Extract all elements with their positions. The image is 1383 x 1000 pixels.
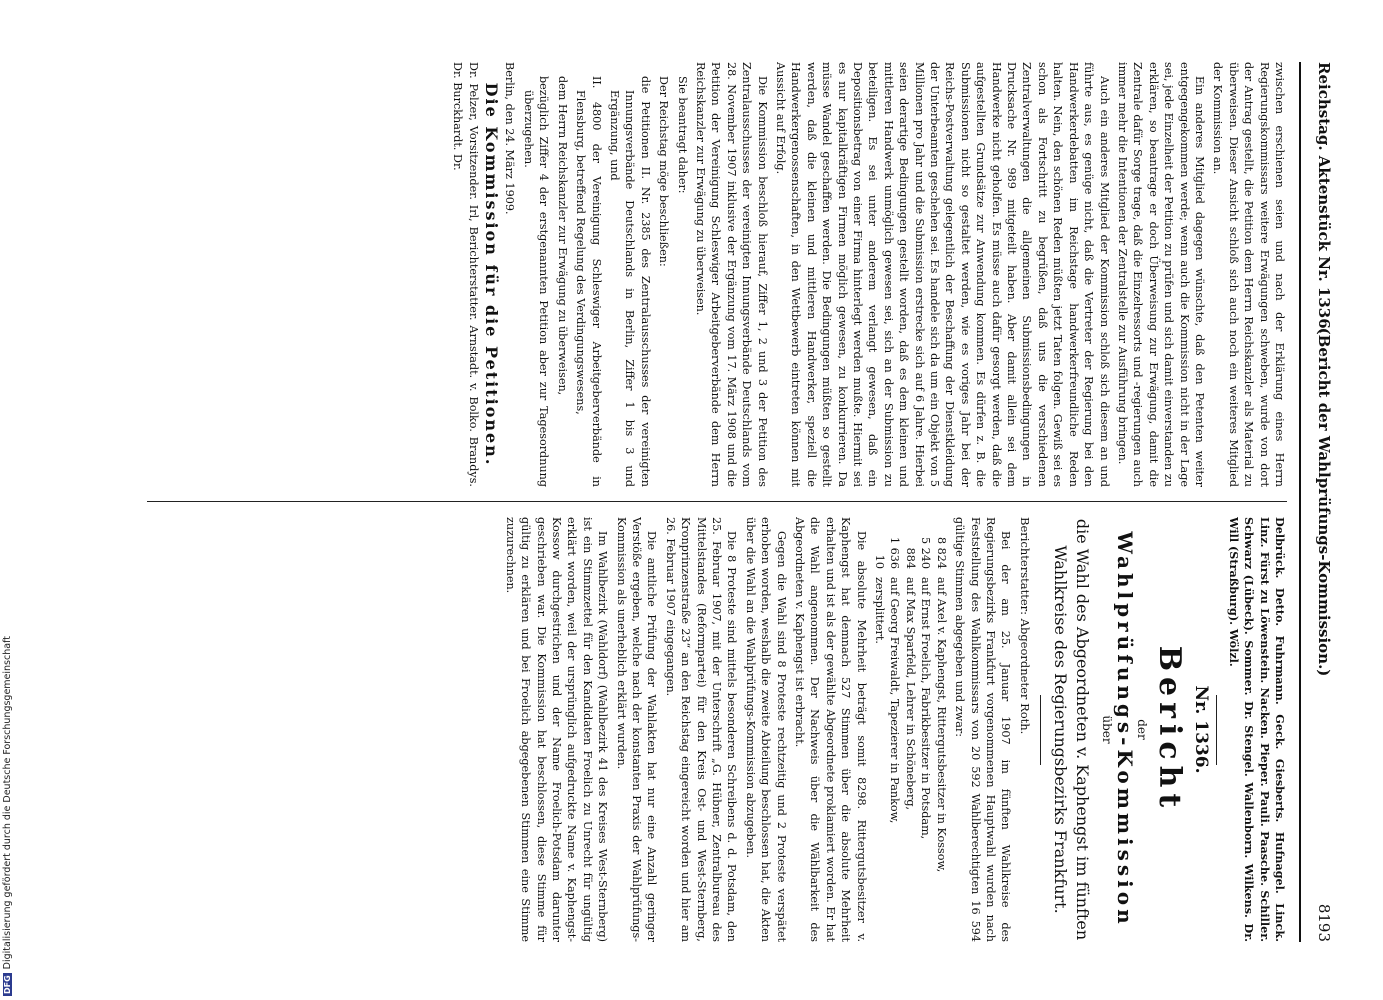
commission-title: Wahlprüfungs-Kommission [1112,531,1137,928]
paragraph: Die 8 Proteste sind mittels besonderen Schreibens d. d. Potsdam, den 25. Februar 1907, mit der Unterschrift „G. Hübner, Zentralbureau des Mittelstandes (Reformpartei) für den Kreis Ost- und West-Sternberg, Kronprinzenstraße 23“ an den Reichstag eingereicht worden und hier am 26. Februar 1907 eingegangen. [663,517,739,942]
vote-row [918,517,933,942]
date-line: Berlin, den 24. März 1909. [503,62,517,215]
paragraph: Gegen die Wahl sind 8 Proteste rechtzeitig und 2 Proteste verspätet erhoben worden, weshalb die zweite Abteilung beschlossen hat, die Akten über die Wahl an die Wahlprüfungs-Kommission abzugeben. [743,517,788,942]
vote-candidate: auf Max Sparfeld, Lehrer in Schöneberg, [903,577,917,811]
title-ueber: über [1100,715,1115,744]
paragraph: Die absolute Mehrheit beträgt somit 8298. Rittergutsbesitzer v. Kaphengst hat demnach 527 Stimmen über die absolute Mehrheit erhalten und ist als der gewählte Abgeordnete proklamiert worden. Er hat die Wahl angenommen. Der Nachweis über die Wählbarkeit des Abgeordneten v. Kaphengst ist erbracht. [793,517,868,942]
vote-count: 5 240 [919,536,933,569]
document-sheet [103,62,1343,942]
motion-item: II. 4800 der Vereinigung Schleswiger Arbeitgeberverbände in Flensburg, betreffend Regelung des Verdingungswesens, [574,76,603,487]
right-column [107,517,1287,942]
vote-count: 1 636 [888,536,902,569]
divider [1040,695,1041,765]
vote-list [872,517,949,942]
vote-count: 884 [903,547,917,569]
paragraph: Im Wahlbezirk (Wahldorf) (Wahlbezirk 41 des Kreises West-Sternberg) ist ein Stimmzettel für den Kandidaten Froelich zu Unrecht für ungültig erklärt worden, weil der ursprünglich aufgedruckte Name v. Kaphengst-Kossow durchgestrichen und der Name Froelich-Potsdam darunter geschrieben war. Die Kommission hat beschlossen, diese Stimme für gültig zu erklären und bei Froelich abgegebenen Stimmen eine Stimme zuzurechnen. [503,517,610,942]
vote-row [872,517,887,942]
vote-candidate: auf Georg Freiwaldt, Tapezierer in Pankow, [888,577,902,824]
divider [1216,695,1217,765]
document-number: Nr. 1336. [1191,685,1212,774]
member-list: Delbrück. Detto. Fuhrmann. Geck. Giesberts. Hufnagel. Linck. Linz. Fürst zu Löwenstein. Nacken. Pieper. Pauli. Paasche. Schiller. Schwarz (Lübeck). Sommer. Dr. Stengel. Wallenborn. Wilkens. Dr. Will (Straßburg). Wölzl. [1226,517,1287,942]
motion-item: dem Herrn Reichskanzler zur Erwägung zu überweisen, [555,76,569,396]
paragraph: Bei der am 25. Januar 1907 im fünften Wahlkreise des Regierungsbezirks Frankfurt vorgenommenen Hauptwahl wurden nach Feststellung des Wahlkommissars von 20 592 Wahlberechtigten 16 594 gültige Stimmen abgegeben und zwar: [953,517,1013,942]
signers: Dr. Pelzer, Vorsitzender. Irl, Berichterstatter. Arnstadt. v. Bolko. Brandys. Dr. Burckhardt. Dr. [451,62,480,487]
vote-candidate: auf Axel v. Kaphengst, Rittergutsbesitzer in Kossow, [934,577,948,873]
vote-count: 8 824 [934,536,948,569]
motion-item: bezüglich Ziffer 4 der erstgenannten Petition aber zur Tagesordnung überzugehen. [521,76,551,487]
dfg-logo: DFG [3,975,12,994]
vote-count: 10 [873,554,887,569]
vote-row [933,517,948,942]
vote-row [887,517,902,942]
header-center: (Bericht der Wahlprüfungs-Kommission.) [1315,327,1333,677]
paragraph: Die amtliche Prüfung der Wahlakten hat nur eine Anzahl geringer Verstöße ergeben, welche nach der konstanten Praxis der Wahlprüfungs-Kommission als unerheblich erklärt wurden. [614,517,659,942]
vote-row [903,517,918,942]
left-column [107,62,1287,487]
paragraph: Die Kommission beschloß hierauf, Ziffer 1, 2 und 3 der Petition des Zentralausschusses der vereinigten Innungsverbände Deutschlands vom 28. November 1907 inklusive der Ergänzung vom 17. März 1908 und die Petition der Vereinigung Schleswiger Arbeitgeberverbände dem Herrn Reichskanzler zur Erwägung zu überweisen. [693,62,769,487]
vote-candidate: auf Ernst Froelich, Fabrikbesitzer in Potsdam, [919,577,933,840]
rapporteur: Berichterstatter: Abgeordneter Roth. [1017,517,1032,735]
header-left: Reichstag. Aktenstück Nr. 1336. [1315,62,1333,334]
paragraph: Auch ein anderes Mitglied der Kommission schloß sich diesem an und führte aus, es genüge nicht, daß die Vertreter der Regierung bei den Handwerkerdebatten im Reichstage handwerkerfreundliche Reden halten. Nein, den schönen Reden müßten jetzt Taten folgen. Gewiß sei es schon als Fortschritt zu begrüßen, daß uns die verschiedenen Zentralverwaltungen die allgemeinen Submissionsbedingungen in Drucksache Nr. 989 mitgeteilt haben. Aber damit allein sei dem Handwerke nicht geholfen. Es müsse auch dafür gesorgt werden, daß die aufgestellten Grundsätze zur Anwendung kommen. Es dürfen z. B. die Submissionen nicht so gestaltet werden, wie es voriges Jahr bei der Reichs-Postverwaltung gelegentlich der Beschaffung der Dienstkleidung der Unterbeamten geschehen sei. Es handele sich da um ein Objekt von 5 Millionen pro Jahr und die Submission erstrecke sich auf 6 Jahre. Hierbei seien derartige Bedingungen gestellt worden, daß es dem kleinen und mittleren Handwerk unmöglich gewesen sei, sich an der Submission zu beteiligen. Es sei unter anderem verlangt gewesen, daß ein Depositionsbetrag von einer Firma hinterlegt werden mußte. Hiermit sei es nur kapitalkräftigen Firmen möglich gewesen, zu konkurrieren. Da müsse Wandel geschaffen werden. Die Bedingungen müßten so gestellt werden, daß die kleinen und mittleren Handwerker, speziell die Handwerkergenossenschaften, in den Wettbewerb eintreten können mit Aussicht auf Erfolg. [774,62,1111,487]
digitization-note-text: Digitalisierung gefördert durch die Deutsche Forschungsgemeinschaft [2,636,13,970]
page-header [1299,62,1343,942]
paragraph: zwischen erschienen seien und nach der Erklärung eines Herrn Regierungskommissars weitere Erwägungen schweben, wurde von dort der Antrag gestellt, die Petition dem Herrn Reichskanzler als Material zu überweisen. Dieser Ansicht schloß sich auch noch ein weiteres Mitglied der Kommission an. [1211,62,1286,487]
report-subject: die Wahl des Abgeordneten v. Kaphengst im fünften Wahlkreise des Regierungsbezirks Frankfurt. [1050,518,1092,941]
closing-title: Die Kommission für die Petitionen. [482,82,502,467]
page-number: 8193 [1315,903,1333,942]
motion-item: die Petitionen II. Nr. 2385 des Zentralausschusses der vereinigten Innungsverbände Deutschlands in Berlin, Ziffer 1 bis 3 und Ergänzung, und [607,76,652,487]
title-der: der [1134,719,1149,740]
vote-candidate: zersplittert. [873,577,887,644]
report-title: Bericht [1151,645,1187,814]
paragraph: Ein anderes Mitglied dagegen wünschte, daß den Petenten weiter entgegengekommen werde; wenn auch die Kommission nicht in der Lage sei, jede Einzelheit der Petition zu prüfen und sich damit einverstanden zu erklären, so beantrage er doch Überweisung zur Erwägung, damit die Zentrale dafür Sorge trage, daß die Einzelressorts und -regierungen auch immer mehr die Intentionen der Zentralstelle zur Ausführung bringen. [1115,62,1206,487]
motion-lead: Der Reichstag möge beschließen: [657,76,671,267]
motion-intro: Sie beantragt daher: [675,76,689,194]
column-divider [147,501,1287,502]
